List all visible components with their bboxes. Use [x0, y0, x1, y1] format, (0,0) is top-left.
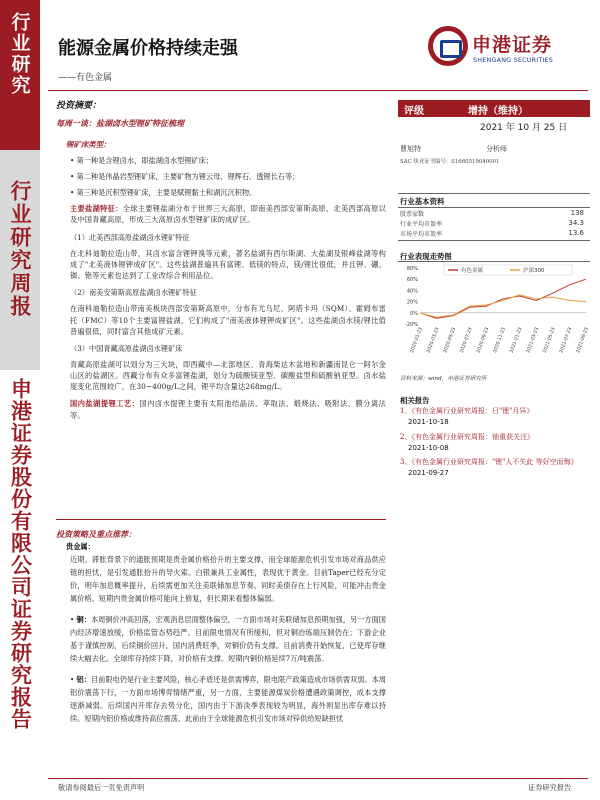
sub-heading: （2）南美安第斯高原盐湖卤水锂矿特征 [70, 288, 197, 298]
sidebar-company [0, 370, 40, 800]
x-tick-label: 2021-07-23 [559, 326, 574, 354]
paragraph: 近期，滞胀背景下的通胀预期是贵金属价格拾升的主要支撑，而全球能源危机引发市场对商品供应链的担忧，是引发通胀拾升的导火索。白银兼具工业属性，表现优于黄金。目前Taper已经充分定价，明年加息概率提升，后续需更加关注美联储加息节奏。同时美债存在上行风险，可能冲击贵金属价格。短期内贵金属价格可能向上修复，但长期来看整体偏弱。 [70, 555, 386, 604]
sub-heading: （3）中国青藏高原盐湖卤水锂矿床 [70, 343, 183, 353]
related-report-link[interactable]: 1、《有色金属行业研究周报：日"锂"月异》 2021-10-18 [400, 407, 534, 426]
sub-heading: （1）北美西部高原盐湖卤水锂矿特征 [70, 232, 190, 242]
paragraph: • 铝：目前限电仍是行业主要风险，核心矛盾还是供需博弈，限电限产政策造成市场供需双弱。本周铝价震荡下行，一方面市场博弈情绪严重，另一方面，主要能源煤炭价格遭遇政策调控，成本支撑逐渐减弱。后续国内开库存去势分化，国内由于下游淡季表现较为明显，海外则显出库存难以持续。短期内铝价格或维持高位震荡，此前由于全球能源危机引发市场对锌供给短缺担忧 [70, 674, 386, 723]
x-tick-label: 2020-01-23 [410, 326, 424, 354]
sidebar-category [0, 0, 40, 150]
divider [398, 207, 590, 208]
page-title: 能源金属价格持续走强 [58, 38, 238, 59]
footer-label: 证券研究报告 [528, 783, 572, 792]
list-item: • 第三种是沉积型锂矿床，主要是赋锂黏土和湖沉沉积物。 [70, 188, 257, 198]
paragraph: • 铜：本周铜价冲高回落，宏观消息层面整体偏空，一方面市场对美联储加息预期加强，另一方面国内经济增速放缓，价格监管态势趋严。目前限电情况有所缓和，但对铜冶炼端压制仍在；下游企业基于谨慎控制，后续铜价回升，国内消费旺季，对铜价仍有支撑。目前消费开始恢复，已使库存继续大幅去化。全球库存持续下降，对价格有支撑。短期内铜价格延续7万/吨震荡。 [70, 615, 386, 664]
x-tick-label: 2020-09-23 [476, 326, 491, 354]
analyst-name: 曹旭特 [400, 145, 421, 153]
x-tick-label: 2020-11-23 [493, 326, 507, 354]
rating-value: 增持（维持） [468, 106, 528, 117]
section-divider [56, 519, 386, 520]
related-heading: 相关报告 [400, 396, 430, 405]
weekly-topic: 每周一谈：盐湖卤水型锂矿特征梳理 [56, 117, 184, 128]
logo-name-en: SHENGANG SECURITIES [473, 56, 554, 64]
y-tick-label: 80% [406, 266, 418, 272]
analyst-role: 分析师 [486, 145, 507, 153]
paragraph: 在南科迪勒拉造山带南美板块西部安第斯高原中，分布有尤乌尼、阿塔卡玛（SQM）、霍姆布雷托（FMC）等10个主要富锂盐湖，它们构成了"南美液体锂钾成矿区"。这些盐湖卤水镁/锂比值普遍很低，同时富含其他成矿元素。 [70, 304, 386, 336]
sidebar-company-text: 申港证券股份有限公司证券研究报告 [8, 378, 33, 730]
page-subtitle: ——有色金属 [58, 73, 113, 83]
series-line [420, 295, 586, 317]
footer-divider [48, 778, 588, 779]
legend-label: 有色金属 [461, 268, 484, 274]
x-tick-label: 2020-05-23 [443, 326, 458, 354]
x-tick-label: 2020-07-23 [459, 326, 474, 354]
related-report-link[interactable]: 2、《有色金属行业研究周报：铀重获关注》 2021-10-08 [400, 432, 534, 452]
summary-section [56, 100, 386, 427]
stat-row: 市场平均市盈率 13.6 [400, 229, 584, 238]
paragraph: 青藏高原盐湖可以划分为三大块，即西藏中—北部地区、青海柴达木盆地和新疆南昆仑一阿尔金山区的盐湖区。西藏分布有众多富锂盐湖，划分为硫酸镁亚型、碳酸盐型和硫酸钠亚型。卤水盐度变化范围较广，在30~400g/L之间，锂平均含量达268mg/L。 [70, 359, 386, 392]
stat-row: 股票家数 138 [400, 209, 584, 218]
industry-trend-chart [398, 262, 590, 362]
list-item: • 第二种是伟晶岩型锂矿床，主要矿物为锂云母、锂辉石、透锂长石等； [70, 171, 300, 181]
types-title: 锂矿床类型： [66, 140, 111, 150]
paragraph: 在北科迪勒拉造山带，其卤水富含锂钾溴等元素，著名盐湖有西尔斯湖、大盐湖及银峰盐湖等构成了"北美液体锂钾成矿区"。这些盐湖普遍具有富锂、低镁的特点，镁/锂比很低，并且钾、硼、铷、铯等元素也达到了工业改综合利用品位。 [70, 248, 386, 281]
paragraph: 国内盐湖提锂工艺：国内卤水提锂主要有太阳池结晶法、萃取法、煅烧法、吸附法、膜分离法等。 [70, 399, 386, 420]
divider [398, 240, 590, 241]
strategy-section [56, 527, 386, 734]
x-tick-label: 2021-05-23 [542, 326, 557, 354]
rating-label: 评级 [404, 106, 424, 117]
sidebar-category-text: 行业研究 [8, 12, 31, 96]
y-tick-label: -20% [405, 322, 418, 328]
report-date: 2021 年 10 月 25 日 [480, 123, 568, 133]
stat-row: 行业平均市盈率 34.3 [400, 219, 584, 228]
header-divider [48, 90, 588, 91]
x-tick-label: 2021-01-23 [509, 326, 524, 354]
x-tick-label: 2020-03-23 [426, 326, 441, 354]
y-tick-label: 40% [406, 288, 418, 295]
sidebar-report-type [0, 150, 40, 370]
legend-label: 沪深300 [523, 268, 545, 274]
rating-bar [398, 100, 590, 117]
source-note: 资料来源：wind，申港证券研究所 [400, 376, 487, 382]
list-item: • 第一种是含锂卤水，即盐湖卤水型锂矿床； [70, 155, 214, 165]
company-logo-icon [428, 26, 468, 66]
sac-number: SAC 执业证书编号：S1660519040001 [400, 159, 500, 165]
summary-heading: 投资摘要： [56, 101, 102, 111]
precious-metal-heading: 贵金属： [66, 542, 95, 552]
related-report-link[interactable]: 3、《有色金属行业研究周报："锂"人不失此 等好空而悔》 2021-09-27 [400, 458, 578, 478]
strategy-heading: 投资策略及重点推荐： [56, 529, 136, 539]
divider [398, 193, 590, 194]
trend-heading: 行业表现走势图 [400, 252, 452, 261]
y-tick-label: 0% [410, 310, 418, 317]
y-tick-label: 20% [406, 299, 418, 306]
related-list [400, 406, 590, 483]
paragraph: 主要盐湖特征：全球主要锂盐湖分布于世界三大高原，即南美西部安第斯高原、北美西部高原以及中国青藏高原，形成三大高原卤水型锂矿床的成矿区。 [70, 204, 386, 225]
logo-name-cn: 申港证券 [472, 34, 553, 56]
sidebar-report-type-text: 行业研究周报 [8, 180, 32, 318]
disclaimer-note: 敬请参阅最后一页免责声明 [58, 783, 145, 792]
basic-info-heading: 行业基本资料 [400, 197, 445, 206]
x-tick-label: 2021-03-23 [526, 326, 541, 354]
x-tick-label: 2021-09-23 [576, 326, 590, 354]
y-tick-label: 60% [406, 277, 418, 284]
